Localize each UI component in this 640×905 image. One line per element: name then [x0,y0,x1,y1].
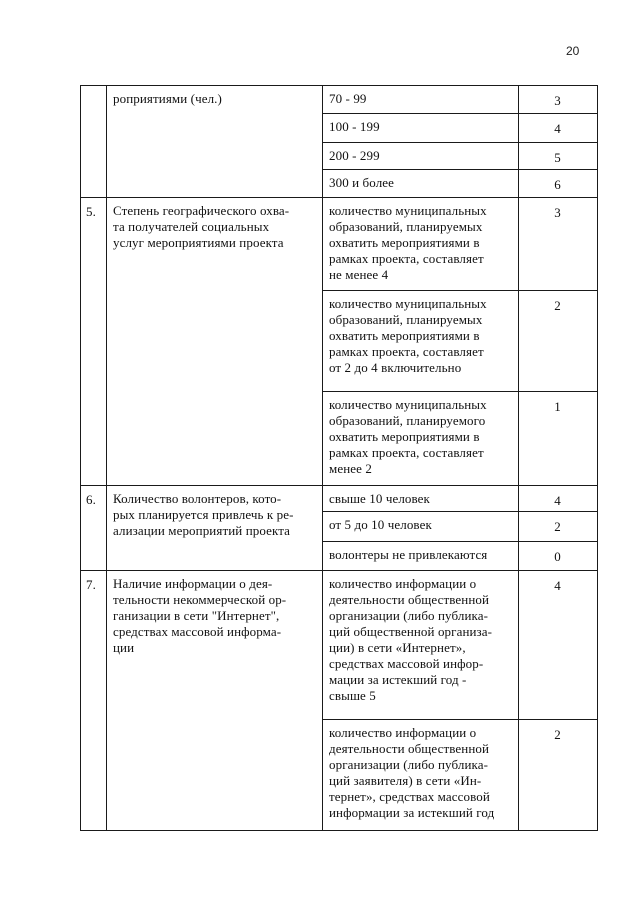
row-border-2 [80,485,598,486]
option-text-line: организации (либо публика- [329,608,489,623]
option-text-line: деятельности общественной [329,592,490,607]
criterion-text-line: средствах массовой информа- [113,624,282,639]
option-text-line: волонтеры не привлекаются [329,547,488,562]
row-border-4 [80,830,598,831]
option-border-0-0 [322,113,598,114]
criterion-text-line: ализации мероприятий проекта [113,523,291,538]
page-number: 20 [566,44,580,58]
option-text-line: свыше 5 [329,688,376,703]
option-text-line: 100 - 199 [329,119,380,134]
row-border-0 [80,85,598,86]
score-value: 3 [554,205,561,220]
row-border-3 [80,570,598,571]
option-border-3-0 [322,719,598,720]
option-border-2-1 [322,541,598,542]
option-text-line: охватить мероприятиями в [329,429,480,444]
option-text-line: 70 - 99 [329,91,367,106]
criterion-text-line: роприятиями (чел.) [113,91,222,106]
criterion-text-line: ганизации в сети "Интернет", [113,608,280,623]
option-text-line: ции) в сети «Интернет», [329,640,466,655]
score-value: 2 [554,519,561,534]
option-text-line: от 2 до 4 включительно [329,360,462,375]
option-text-line: от 5 до 10 человек [329,517,432,532]
option-text-line: не менее 4 [329,267,389,282]
row-number: 7. [86,577,96,592]
score-value: 2 [554,727,561,742]
criterion-text-line: тельности некоммерческой ор- [113,592,287,607]
option-text-line: количество информации о [329,725,477,740]
criterion-text-line: Степень географического охва- [113,203,290,218]
option-text-line: рамках проекта, составляет [329,344,484,359]
option-border-1-1 [322,391,598,392]
score-value: 3 [554,93,561,108]
option-text-line: тернет», средствах массовой [329,789,490,804]
option-text-line: ций общественной организа- [329,624,493,639]
option-text-line: рамках проекта, составляет [329,445,484,460]
option-text-line: свыше 10 человек [329,491,430,506]
criterion-text-line: Количество волонтеров, кото- [113,491,282,506]
option-text-line: 300 и более [329,175,395,190]
option-text-line: количество информации о [329,576,477,591]
criterion-text-line: та получателей социальных [113,219,270,234]
criterion-text-line: ции [113,640,135,655]
criterion-text-line: услуг мероприятиями проекта [113,235,284,250]
row-border-1 [80,197,598,198]
row-number: 5. [86,204,96,219]
score-value: 5 [554,150,561,165]
score-value: 4 [554,493,561,508]
option-text-line: информации за истекший год [329,805,495,820]
option-text-line: образований, планируемых [329,312,483,327]
score-value: 1 [554,399,561,414]
score-value: 4 [554,121,561,136]
option-text-line: деятельности общественной [329,741,490,756]
option-text-line: ций заявителя) в сети «Ин- [329,773,482,788]
option-border-2-0 [322,511,598,512]
option-border-0-2 [322,169,598,170]
option-text-line: количество муниципальных [329,296,487,311]
option-text-line: охватить мероприятиями в [329,328,480,343]
option-text-line: рамках проекта, составляет [329,251,484,266]
option-text-line: образований, планируемых [329,219,483,234]
option-border-0-1 [322,142,598,143]
score-value: 0 [554,549,561,564]
option-text-line: организации (либо публика- [329,757,489,772]
score-value: 4 [554,578,561,593]
option-text-line: мации за истекший год - [329,672,467,687]
score-value: 2 [554,298,561,313]
option-text-line: средствах массовой инфор- [329,656,484,671]
option-text-line: образований, планируемого [329,413,486,428]
criterion-text-line: рых планируется привлечь к ре- [113,507,294,522]
option-border-1-0 [322,290,598,291]
score-value: 6 [554,177,561,192]
row-number: 6. [86,492,96,507]
option-text-line: количество муниципальных [329,203,487,218]
option-text-line: охватить мероприятиями в [329,235,480,250]
option-text-line: 200 - 299 [329,148,380,163]
criterion-text-line: Наличие информации о дея- [113,576,273,591]
option-text-line: менее 2 [329,461,372,476]
option-text-line: количество муниципальных [329,397,487,412]
